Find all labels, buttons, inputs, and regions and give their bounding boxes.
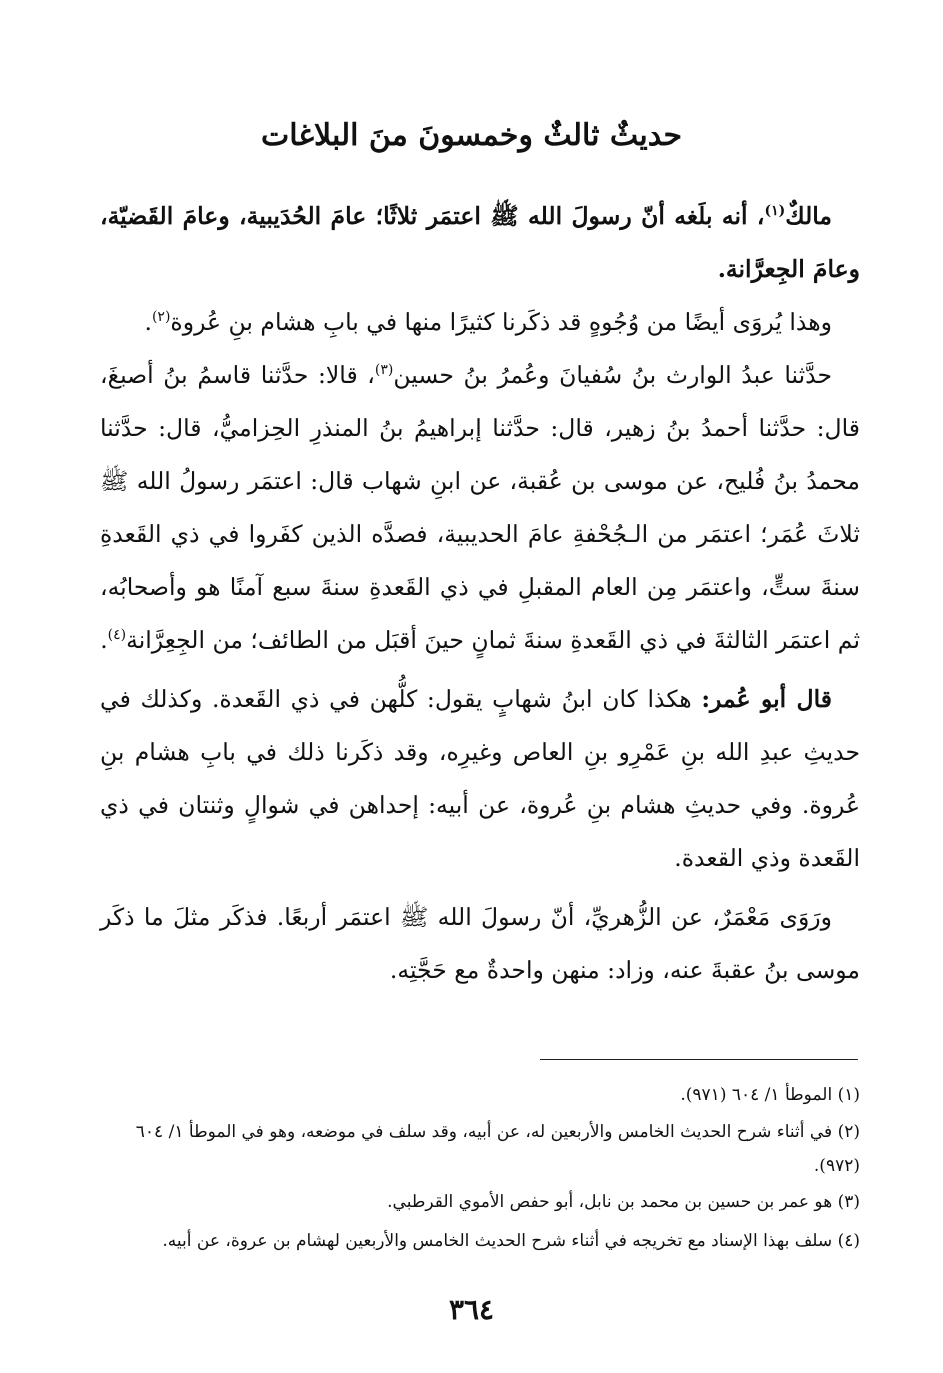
footnote-ref-2[interactable]: (٢) — [151, 309, 171, 326]
footnote-1: (١) الموطأ ١/ ٦٠٤ (٩٧١). — [680, 1085, 860, 1105]
page-number: ٣٦٤ — [448, 1293, 495, 1326]
footnote-4: (٤) سلف بهذا الإسناد مع تخريجه في أثناء شرح الحديث الخامس والأربعين لهشام بن عروة، عن أبيه. — [162, 1231, 860, 1251]
footnotes — [100, 1076, 860, 1261]
paragraph-5: ورَوَى مَعْمَرٌ، عن الزُّهريِّ، أنّ رسولَ الله ﷺ اعتمَر أربعًا. فذكَر مثلَ ما ذكَر موسى بنُ عقبةَ عنه، وزاد: منهن واحدةٌ مع حَجَّتِه. — [100, 903, 860, 984]
p4-lead: قال أبو عُمر: — [701, 685, 832, 713]
footnote-ref-4[interactable]: (٤) — [107, 627, 127, 644]
main-text — [100, 190, 860, 997]
paragraph-2: وهذا يُروَى أيضًا من وُجُوهٍ قد ذكَرنا كثيرًا منها في بابِ هشام بنِ عُروة$^{(٢)}$. — [144, 308, 832, 336]
paragraph-1 — [100, 190, 860, 296]
footnote-2: (٢) في أثناء شرح الحديث الخامس والأربعين له، عن أبيه، وقد سلف في موضعه، وهو في الموطأ ١/ ٦٠٤ (٩٧٢). — [135, 1122, 860, 1176]
paragraph-3: حدَّثنا عبدُ الوارث بنُ سُفيانَ وعُمرُ بنُ حسين$^{(٣)}$، قالا: حدَّثنا قاسمُ بنُ أصبغَ، قال: حدَّثنا أحمدُ بنُ زهير، قال: حدَّثنا إبراهيمُ بنُ المنذرِ الحِزاميُّ، قال: حدَّثنا محمدُ بنُ فُليح، عن موسى بن عُقبة، عن ابنِ شهاب قال: اعتمَر رسولُ الله ﷺ ثلاثَ عُمَر؛ اعتمَر من الـجُحْفةِ عامَ الحديبية، فصدَّه الذين كفَروا في ذي القَعدةِ سنةَ ستٍّ، واعتمَر مِن العام المقبلِ في ذي القَعدةِ سنةَ سبع آمنًا هو وأصحابُه، ثم اعتمَر الثالثةَ في ذي القَعدةِ سنةَ ثمانٍ حينَ أقبَل من الطائف؛ من الجِعِرَّانة$^{(٤)}$. — [100, 361, 860, 654]
footnote-3: (٣) هو عمر بن حسين بن محمد بن نابل، أبو حفص الأموي القرطبي. — [387, 1192, 860, 1212]
footnote-divider — [540, 1059, 858, 1060]
footnote-ref-3[interactable]: (٣) — [374, 362, 394, 379]
page-title: حديثٌ ثالثٌ وخمسونَ منَ البلاغات — [260, 118, 683, 153]
p1-lead: مالكٌ$^{(١)}$، أنه بلَغه أنّ رسولَ الله ﷺ اعتمَر ثلاثًا؛ عامَ الحُدَيبية، وعامَ القَضيّة، وعامَ الجِعرَّانة. — [100, 202, 860, 283]
footnote-ref-1[interactable]: (١) — [764, 203, 786, 220]
paragraph-4: قال أبو عُمر: هكذا كان ابنُ شهابٍ يقول: كلُّهن في ذي القَعدة. وكذلك في حديثِ عبدِ الله بنِ عَمْرِو بنِ العاص وغيرِه، وقد ذكَرنا ذلك في بابِ هشام بنِ عُروة. وفي حديثِ هشام بنِ عُروة، عن أبيه: إحداهن في شوالٍ وثنتان في ذي القَعدة وذي القعدة. — [100, 685, 860, 872]
